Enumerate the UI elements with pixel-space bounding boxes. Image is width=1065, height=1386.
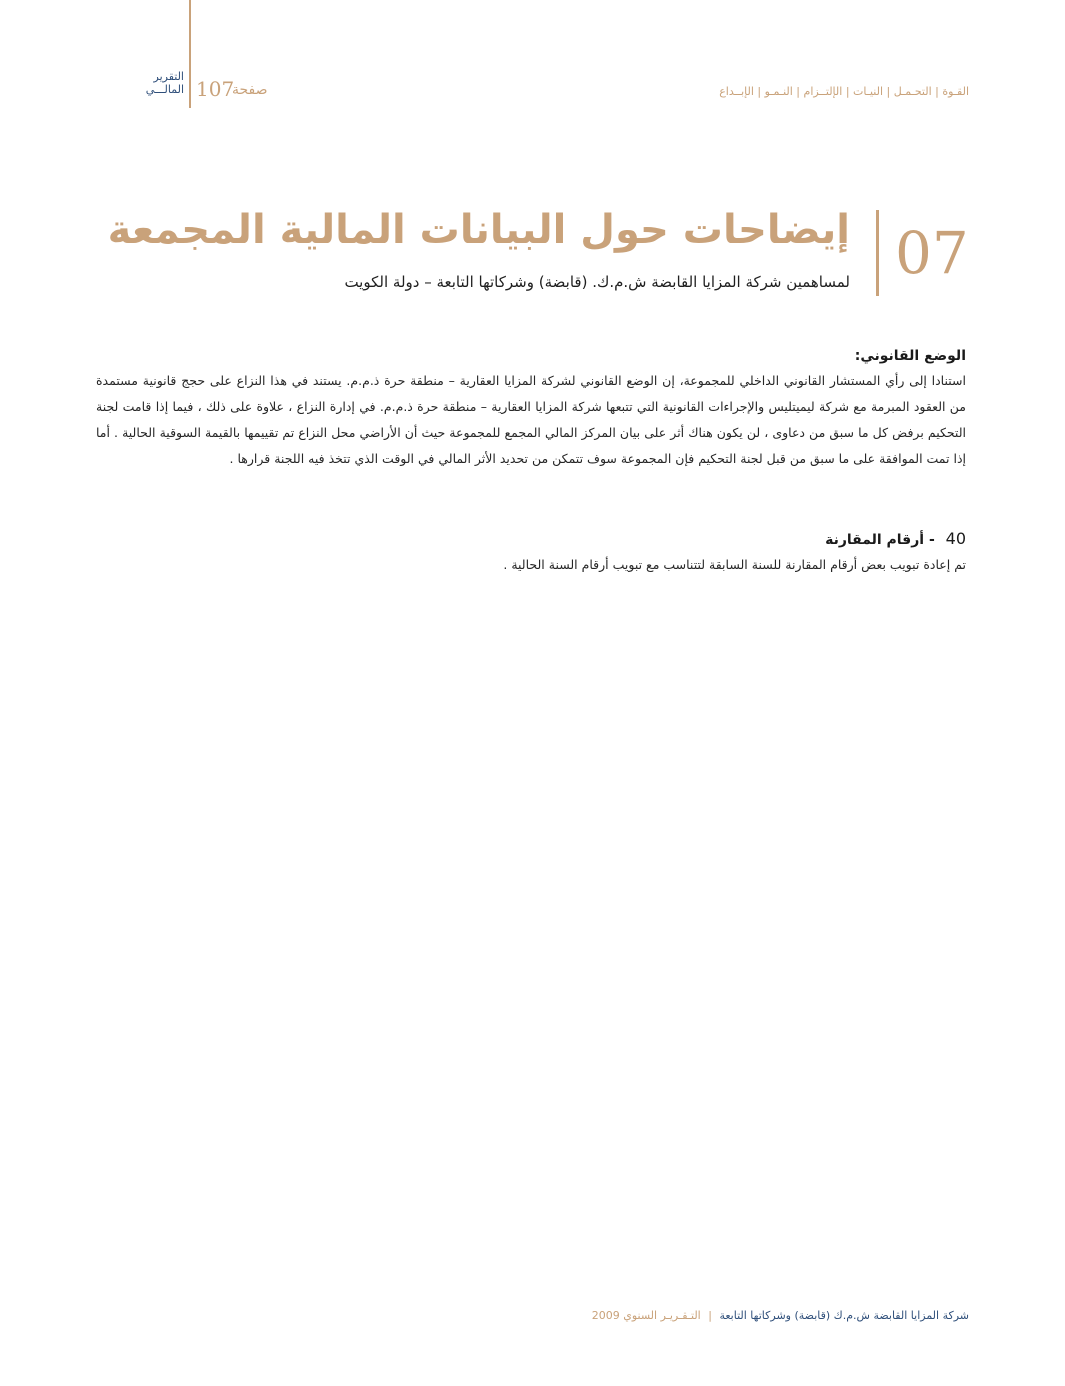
- note-40-heading: [96, 529, 966, 548]
- corporate-values-bar: القـوة | التحـمـل | النيـات | الإلتــزام | النـمـو | الإبــداع: [719, 85, 969, 98]
- note-number: 40: [945, 529, 966, 548]
- chapter-divider: [876, 210, 879, 296]
- page-title: إيضاحات حول البيانات المالية المجمعة: [107, 207, 850, 253]
- page-number: 107: [196, 77, 235, 101]
- page-footer: [592, 1309, 969, 1322]
- legal-status-paragraph: استنادا إلى رأي المستشار القانوني الداخلي للمجموعة، إن الوضع القانوني لشركة المزايا العقارية – منطقة حرة ذ.م.م. يستند في هذا النزاع على حجج قانونية مستمدة من العقود المبرمة مع شركة ليميتليس والإجراءات القانونية التي تتبعها شركة المزايا العقارية – منطقة حرة ذ.م.م. في إدارة النزاع ، علاوة على ذلك ، فيما إذا قامت لجنة التحكيم برفض كل ما سبق من دعاوى ، لن يكون هناك أثر على بيان المركز المالي المجمع للمجموعة حيث أن الأراضي محل النزاع تم تقييمها بالقيمة السوقية الحالية . أما إذا تمت الموافقة على ما سبق من قبل لجنة التحكيم فإن المجموعة سوف تتمكن من تحديد الأثر المالي في الوقت الذي تتخذ فيه اللجنة قرارها .: [96, 373, 966, 466]
- note-title: أرقام المقارنة: [825, 532, 925, 548]
- financial-report-label: [128, 70, 184, 96]
- footer-report: التـقـريـر السنوي 2009: [591, 1309, 701, 1322]
- footer-separator: |: [708, 1309, 712, 1322]
- report-label-line2: المالـــي: [145, 83, 184, 96]
- page-word: صفحة: [232, 82, 268, 98]
- chapter-number: 07: [895, 219, 969, 287]
- footer-company: شركة المزايا القابضة ش.م.ك (قابضة) وشركاتها التابعة: [719, 1309, 969, 1322]
- legal-status-section: [96, 348, 966, 472]
- note-40-paragraph: تم إعادة تبويب بعض أرقام المقارنة للسنة السابقة لتتناسب مع تبويب أرقام السنة الحالية .: [503, 557, 966, 572]
- comparative-figures-section: [96, 529, 966, 578]
- note-dash: -: [928, 532, 935, 548]
- report-label-line1: التقرير: [153, 70, 184, 83]
- legal-status-heading: الوضع القانوني:: [854, 348, 966, 364]
- page-subtitle: لمساهمين شركة المزايا القابضة ش.م.ك. (قابضة) وشركاتها التابعة – دولة الكويت: [344, 273, 850, 291]
- header-vertical-rule: [189, 0, 191, 108]
